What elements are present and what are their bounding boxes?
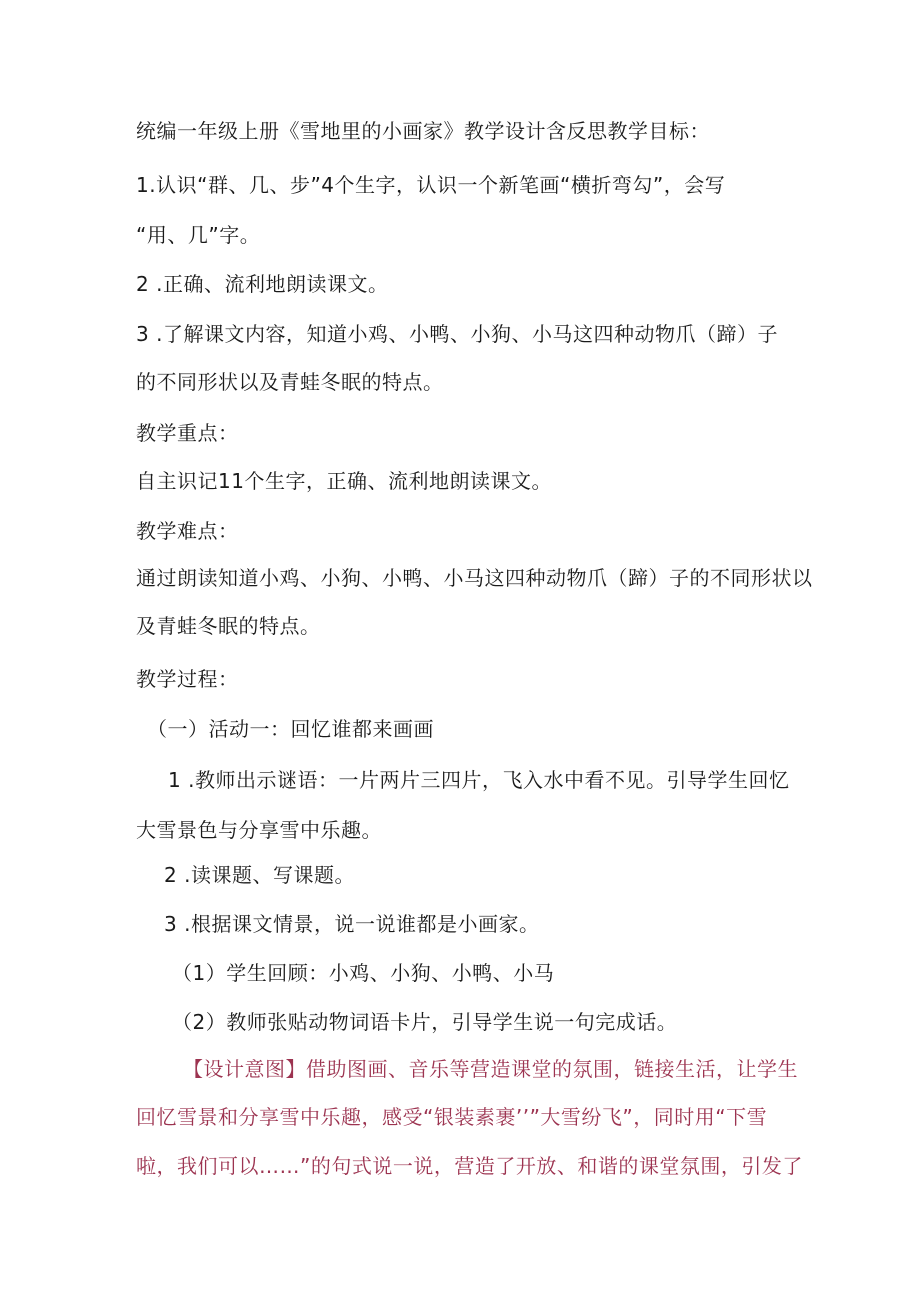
sub-step-2: （2）教师张贴动物词语卡片，引导学生说一句完成话。: [172, 1010, 678, 1034]
process-heading: 教学过程：: [136, 667, 239, 691]
objective-3-line-1: 3 .了解课文内容，知道小鸡、小鸭、小狗、小马这四种动物爪（蹄）子: [136, 322, 778, 346]
step-2: 2 .读课题、写课题。: [164, 863, 355, 887]
sub-step-1: （1）学生回顾：小鸡、小狗、小鸭、小马: [172, 961, 555, 985]
difficulties-line-1: 通过朗读知道小鸡、小狗、小鸭、小马这四种动物爪（蹄）子的不同形状以: [136, 566, 813, 590]
key-points-heading: 教学重点：: [136, 421, 239, 445]
design-intent-line-1: 【设计意图】借助图画、音乐等营造课堂的氛围，链接生活，让学生: [183, 1057, 798, 1081]
objective-1-line-1: 1.认识“群、几、步”4个生字，认识一个新笔画“横折弯勾”，会写: [136, 173, 726, 197]
document-title: 统编一年级上册《雪地里的小画家》教学设计含反思教学目标：: [136, 119, 710, 143]
objective-2: 2 .正确、流利地朗读课文。: [136, 272, 389, 296]
step-3: 3 .根据课文情景，说一说谁都是小画家。: [164, 912, 540, 936]
objective-1-line-2: “用、几”字。: [136, 223, 261, 247]
key-points-text: 自主识记11个生字，正确、流利地朗读课文。: [136, 469, 552, 493]
design-intent-line-2: 回忆雪景和分享雪中乐趣，感受“银装素裹’’”大雪纷飞”，同时用“下雪: [136, 1105, 768, 1129]
activity-1-heading: （一）活动一：回忆谁都来画画: [147, 717, 434, 741]
design-intent-line-3: 啦，我们可以……”的句式说一说，营造了开放、和谐的课堂氛围，引发了: [136, 1154, 803, 1178]
difficulties-line-2: 及青蛙冬眠的特点。: [136, 614, 321, 638]
step-1-line-1: 1 .教师出示谜语：一片两片三四片，飞入水中看不见。引导学生回忆: [168, 768, 790, 792]
objective-3-line-2: 的不同形状以及青蛙冬眠的特点。: [136, 370, 444, 394]
difficulties-heading: 教学难点：: [136, 519, 239, 543]
step-1-line-2: 大雪景色与分享雪中乐趣。: [136, 818, 382, 842]
